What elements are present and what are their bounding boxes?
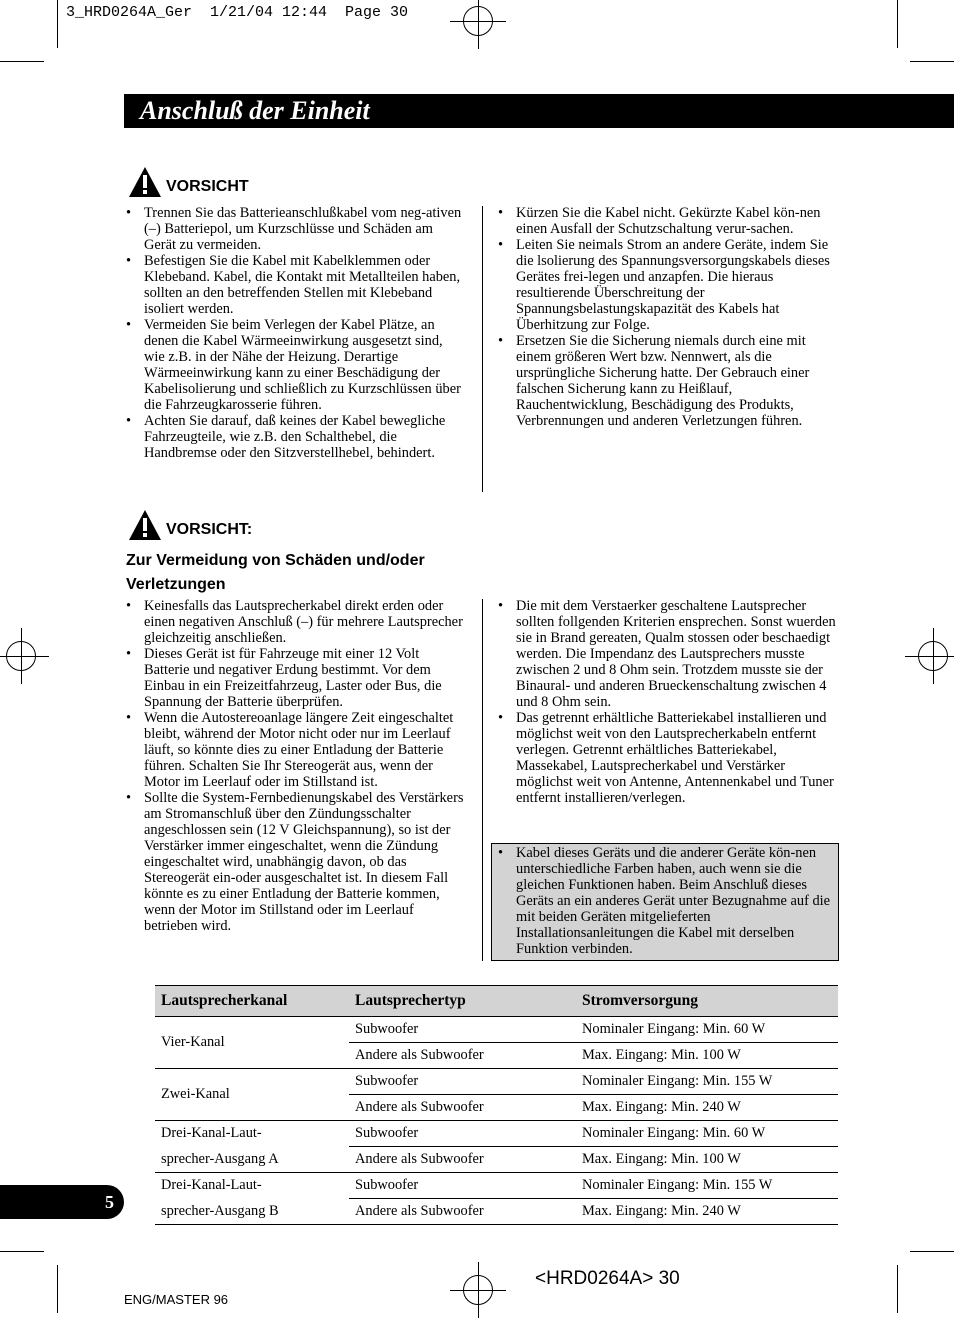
table-row [155, 1173, 838, 1199]
caution-subtitle [126, 549, 425, 597]
title-bar [124, 94, 954, 128]
power-cell: Nominaler Eingang: Min. 155 W [576, 1173, 838, 1199]
type-cell: Andere als Subwoofer [349, 1043, 576, 1069]
list-item: • Das getrennt erhältliche Batteriekabel installieren und möglichst weit von den Lautsprecherkabeln entfernt verlegen. Getrennt erhältliches Batteriekabel, Massekabel, Lautsprecherkabel und Verstärker möglichst weit von Antenne, Antennenkabel und Tuner entfernt installieren/verlegen. [498, 710, 838, 806]
list-item: • Ersetzen Sie die Sicherung niemals durch eine mit einem größeren Wert bzw. Nennwert, als die ursprüngliche Sicherung hatte. Der Gebrauch einer falschen Sicherung kann zu Heißlauf, Rauchentwicklung, Beschädigung des Produkts, Verbrennungen und anderen Verletzungen führen. [498, 333, 838, 429]
power-cell: Max. Eingang: Min. 100 W [576, 1147, 838, 1173]
list-item: • Kürzen Sie die Kabel nicht. Gekürzte Kabel kön-nen einen Ausfall der Schutzschaltung verur-sachen. [498, 205, 838, 237]
table-row [155, 1121, 838, 1147]
crop-mark [910, 1251, 954, 1252]
crop-mark [0, 61, 44, 62]
list-item: • Wenn die Autostereoanlage längere Zeit eingeschaltet bleibt, während der Motor nicht oder nur im Leerlauf läuft, so könnte dies zu einer Entladung der Batterie führen. Schalten Sie Ihr Stereogerät aus, wenn der Motor im Leerlauf oder im Stillstand ist. [126, 710, 468, 790]
type-cell: Subwoofer [349, 1069, 576, 1095]
channel-cell: sprecher-Ausgang B [155, 1199, 349, 1225]
power-cell: Nominaler Eingang: Min. 60 W [576, 1121, 838, 1147]
channel-cell: Drei-Kanal-Laut- [161, 1177, 262, 1193]
table-row [155, 1069, 838, 1095]
crop-mark [897, 0, 898, 48]
caution-heading [128, 166, 249, 198]
footer-code: <HRD0264A> 30 [535, 1268, 680, 1289]
subtitle-line: Zur Vermeidung von Schäden und/oder [126, 552, 425, 569]
table-row [155, 1147, 838, 1173]
type-cell: Andere als Subwoofer [349, 1199, 576, 1225]
column-divider [482, 206, 483, 492]
caution-heading-2 [128, 509, 252, 541]
power-cell: Nominaler Eingang: Min. 155 W [576, 1069, 838, 1095]
table-header: Stromversorgung [576, 986, 838, 1017]
slug-line: 3_HRD0264A_Ger 1/21/04 12:44 Page 30 [66, 4, 409, 21]
caution-label: VORSICHT [166, 178, 249, 195]
type-cell: Andere als Subwoofer [349, 1147, 576, 1173]
list-item: • Dieses Gerät ist für Fahrzeuge mit einer 12 Volt Batterie und negativer Erdung bestimmt. Vor dem Einbau in ein Freizeitfahrzeug, Laster oder Bus, die Spannung der Batterie überprüfen. [126, 646, 468, 710]
page-title: Anschluß der Einheit [140, 96, 370, 125]
list-item: • Achten Sie darauf, daß keines der Kabel bewegliche Fahrzeugteile, wie z.B. den Schalthebel, die Handbremse oder den Sitzverstellhebel, behindert. [126, 413, 466, 461]
page-number-tab [0, 1185, 124, 1219]
type-cell: Andere als Subwoofer [349, 1095, 576, 1121]
type-cell: Subwoofer [349, 1017, 576, 1043]
warning-icon [128, 509, 162, 541]
crop-mark [57, 1265, 58, 1313]
list-item: • Sollte die System-Fernbedienungskabel des Verstärkers am Stromanschluß über den Zündungsschalter angeschlossen sein (12 V Gleichspannung), so ist der Verstärker immer eingeschaltet, wenn die Zündung eingeschaltet wird, unabhängig davon, ob das Stereogerät ein-oder ausgeschaltet ist. In diesem Fall könnte es zu einer Entladung der Batterie kommen, wenn der Motor im Stillstand oder im Leerlauf betrieben wird. [126, 790, 468, 934]
type-cell: Subwoofer [349, 1173, 576, 1199]
caution2-left-list [126, 598, 468, 934]
list-item: • Trennen Sie das Batterieanschlußkabel vom neg-ativen (–) Batteriepol, um Kurzschlüsse und Schäden am Gerät zu vermeiden. [126, 205, 466, 253]
caution-left-list [126, 205, 466, 461]
power-cell: Max. Eingang: Min. 240 W [576, 1199, 838, 1225]
list-item: • Keinesfalls das Lautsprecherkabel direkt erden oder einen negativen Anschluß (–) für mehrere Lautsprecher gleichzeitig anschließen. [126, 598, 468, 646]
table-row [155, 1199, 838, 1225]
warning-icon [128, 166, 162, 198]
subtitle-line: Verletzungen [126, 576, 226, 593]
list-item: • Die mit dem Verstaerker geschaltene Lautsprecher sollten follgenden Kriterien enspreсhen. Sonst wuerden sie in Brand gereaten, Qualm stossen oder beschaedigt werden. Die Impendanz des Lautsprechers musste zwischen 2 und 8 Ohm sein. Trotzdem musste sie der Binaural- und anderen Brueckenschaltung zwischen 4 und 8 Ohm sein. [498, 598, 838, 710]
list-item: • Vermeiden Sie beim Verlegen der Kabel Plätze, an denen die Kabel Wärmeeinwirkung ausgesetzt sind, wie z.B. in der Nähe der Heizung. Derartige Wärmeeinwirkung kann zu einer Beschädigung der Kabelisolierung und schließlich zu Kurzschlüssen über die Fahrzeugkarosserie führen. [126, 317, 466, 413]
table-row [155, 1017, 838, 1043]
power-cell: Max. Eingang: Min. 240 W [576, 1095, 838, 1121]
registration-mark [463, 1275, 493, 1305]
footer-master: ENG/MASTER 96 [124, 1292, 229, 1307]
power-cell: Max. Eingang: Min. 100 W [576, 1043, 838, 1069]
crop-mark [910, 61, 954, 62]
channel-cell: Zwei-Kanal [155, 1069, 349, 1121]
table-header-row [155, 986, 838, 1017]
crop-mark [0, 1251, 44, 1252]
crop-mark [57, 0, 58, 48]
caution2-right-list [498, 598, 838, 806]
speaker-table [155, 985, 838, 1225]
power-cell: Nominaler Eingang: Min. 60 W [576, 1017, 838, 1043]
page-number: 5 [105, 1192, 114, 1212]
registration-mark [6, 641, 36, 671]
registration-mark [463, 6, 493, 36]
type-cell: Subwoofer [349, 1121, 576, 1147]
list-item: • Leiten Sie neimals Strom an andere Geräte, indem Sie die lsolierung des Spannungsversorgungskabels dieses Gerätes frei-legen und anzapfen. Die hieraus resultierende Überschreitung der Spannungsbelastungskapazität des Kabels hat Überhitzung zur Folge. [498, 237, 838, 333]
note-text: • Kabel dieses Geräts und die anderer Geräte kön-nen unterschiedliche Farben haben, auch wenn sie die gleichen Funktionen haben. Beim Anschluß dieses Geräts an ein anderes Gerät unter Bezugnahme auf die mit beiden Geräten mitgelieferten Installationsanleitungen die Kabel mit derselben Funktion verbinden. [498, 845, 832, 957]
crop-mark [897, 1265, 898, 1313]
channel-cell: sprecher-Ausgang A [155, 1147, 349, 1173]
registration-mark [918, 641, 948, 671]
table-header: Lautsprecherkanal [155, 986, 349, 1017]
caution-right-list [498, 205, 838, 429]
channel-cell: Drei-Kanal-Laut- [161, 1125, 262, 1141]
list-item: • Befestigen Sie die Kabel mit Kabelklemmen oder Klebeband. Kabel, die Kontakt mit Metallteilen haben, sollten an den betreffenden Stellen mit Klebeband isoliert werden. [126, 253, 466, 317]
column-divider [482, 599, 483, 961]
note-box [491, 843, 839, 961]
channel-cell: Vier-Kanal [155, 1017, 349, 1069]
table-header: Lautsprechertyp [349, 986, 576, 1017]
caution-label-2: VORSICHT: [166, 521, 253, 538]
